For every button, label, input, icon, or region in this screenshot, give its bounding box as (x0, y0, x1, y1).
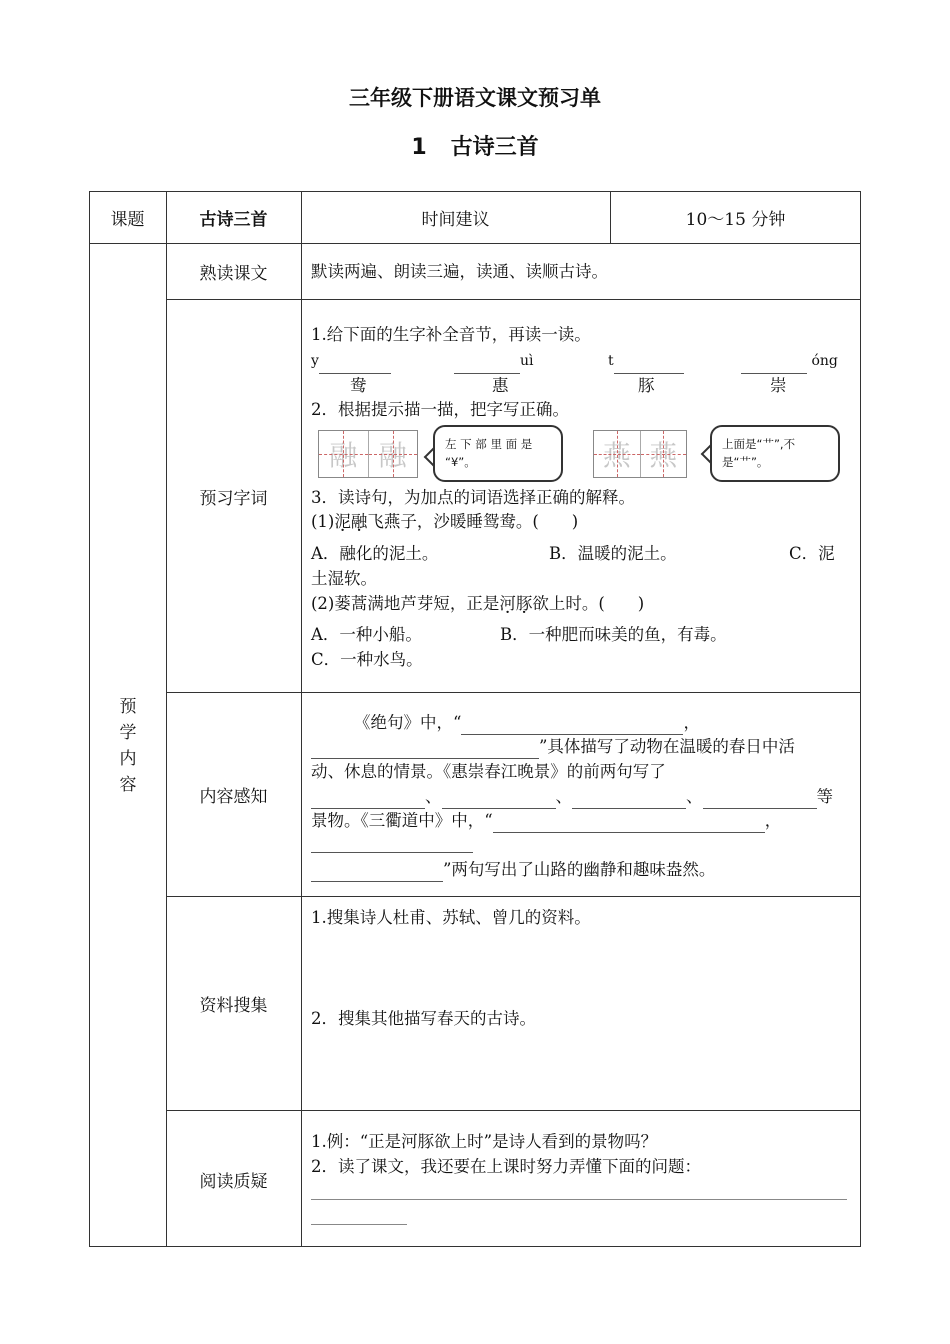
pinyin-item-2: uì (454, 349, 534, 374)
s1-option-c: C．泥 (789, 544, 835, 563)
pinyin-item-3: t (608, 349, 684, 374)
sentence-1: (1)泥融飞燕子，沙暖睡鸳鸯。( ) (311, 512, 579, 531)
content-blank-line (311, 834, 473, 853)
page-title: 三年级下册语文课文预习单 (349, 86, 601, 110)
content-line-3: 动、休息的情景。《惠崇春江晚景》的前两句写了 (311, 762, 666, 781)
row-label-vocab: 预习字词 (199, 488, 268, 509)
row-label-question: 阅读质疑 (199, 1171, 268, 1192)
lesson-heading (0, 130, 950, 161)
side-label: 预 学 内 容 (119, 697, 137, 795)
content-line-7: ”两句写出了山路的幽静和趣味盎然。 (311, 857, 715, 882)
sentence-2: (2)蒌蒿满地芦芽短，正是河豚欲上时。( ) (311, 594, 645, 613)
vocab-char-4: 崇 (770, 376, 787, 395)
vocab-char-1: 鸯 (350, 376, 367, 395)
hint-bubble-1: 左 下 部 里 面 是 “¥”。 (433, 425, 563, 482)
s1-option-c-cont: 土湿软。 (311, 569, 377, 588)
topic-label: 课题 (110, 210, 145, 230)
vocab-q1: 1.给下面的生字补全音节，再读一读。 (311, 325, 591, 344)
collect-q2: 2．搜集其他描写春天的古诗。 (311, 1009, 536, 1028)
pinyin-item-1: y (311, 349, 391, 374)
s2-option-b: B．一种肥而味美的鱼，有毒。 (500, 625, 727, 644)
row-label-content: 内容感知 (199, 787, 268, 807)
content-line-2: ”具体描写了动物在温暖的春日中活 (311, 734, 795, 759)
vocab-q3: 3．读诗句，为加点的词语选择正确的解释。 (311, 488, 635, 507)
question-q1: 1.例：“正是河豚欲上时”是诗人看到的景物吗？ (311, 1132, 658, 1151)
content-line-5: 景物。《三衢道中》中，“ ， (311, 808, 781, 833)
s2-option-a: A．一种小船。 (311, 625, 422, 644)
vocab-char-2: 惠 (492, 376, 509, 395)
lesson-number: 1 (411, 135, 427, 160)
read-instruction: 默读两遍、朗读三遍，读通、读顺古诗。 (311, 262, 608, 281)
lesson-title: 古诗三首 (450, 135, 539, 160)
time-value: 10～15 分钟 (685, 210, 786, 230)
row-label-collect: 资料搜集 (199, 996, 268, 1016)
s1-option-b: B．温暖的泥土。 (549, 544, 677, 563)
trace-grid-2: 燕 燕 (593, 430, 687, 478)
pinyin-item-4: óng (741, 349, 838, 374)
question-q2: 2．读了课文，我还要在上课时努力弄懂下面的问题： (311, 1157, 701, 1176)
collect-q1: 1.搜集诗人杜甫、苏轼、曾几的资料。 (311, 908, 591, 927)
content-line-4: 、 、 、 等 (311, 784, 833, 809)
trace-grid-1: 融 融 (318, 430, 418, 478)
topic-value: 古诗三首 (199, 210, 268, 230)
question-answer-line-1[interactable] (311, 1181, 847, 1200)
time-label: 时间建议 (421, 210, 490, 230)
question-answer-line-2[interactable] (311, 1206, 407, 1225)
content-line-1: 《绝句》中，“ ， (354, 710, 700, 735)
vocab-char-3: 豚 (638, 376, 655, 395)
row-label-read: 熟读课文 (199, 264, 268, 284)
s2-option-c: C．一种水鸟。 (311, 650, 423, 669)
vocab-q2: 2．根据提示描一描，把字写正确。 (311, 400, 569, 419)
s1-option-a: A．融化的泥土。 (311, 544, 439, 563)
hint-bubble-2: 上面是“艹”,不 是“艹”。 (710, 425, 840, 482)
